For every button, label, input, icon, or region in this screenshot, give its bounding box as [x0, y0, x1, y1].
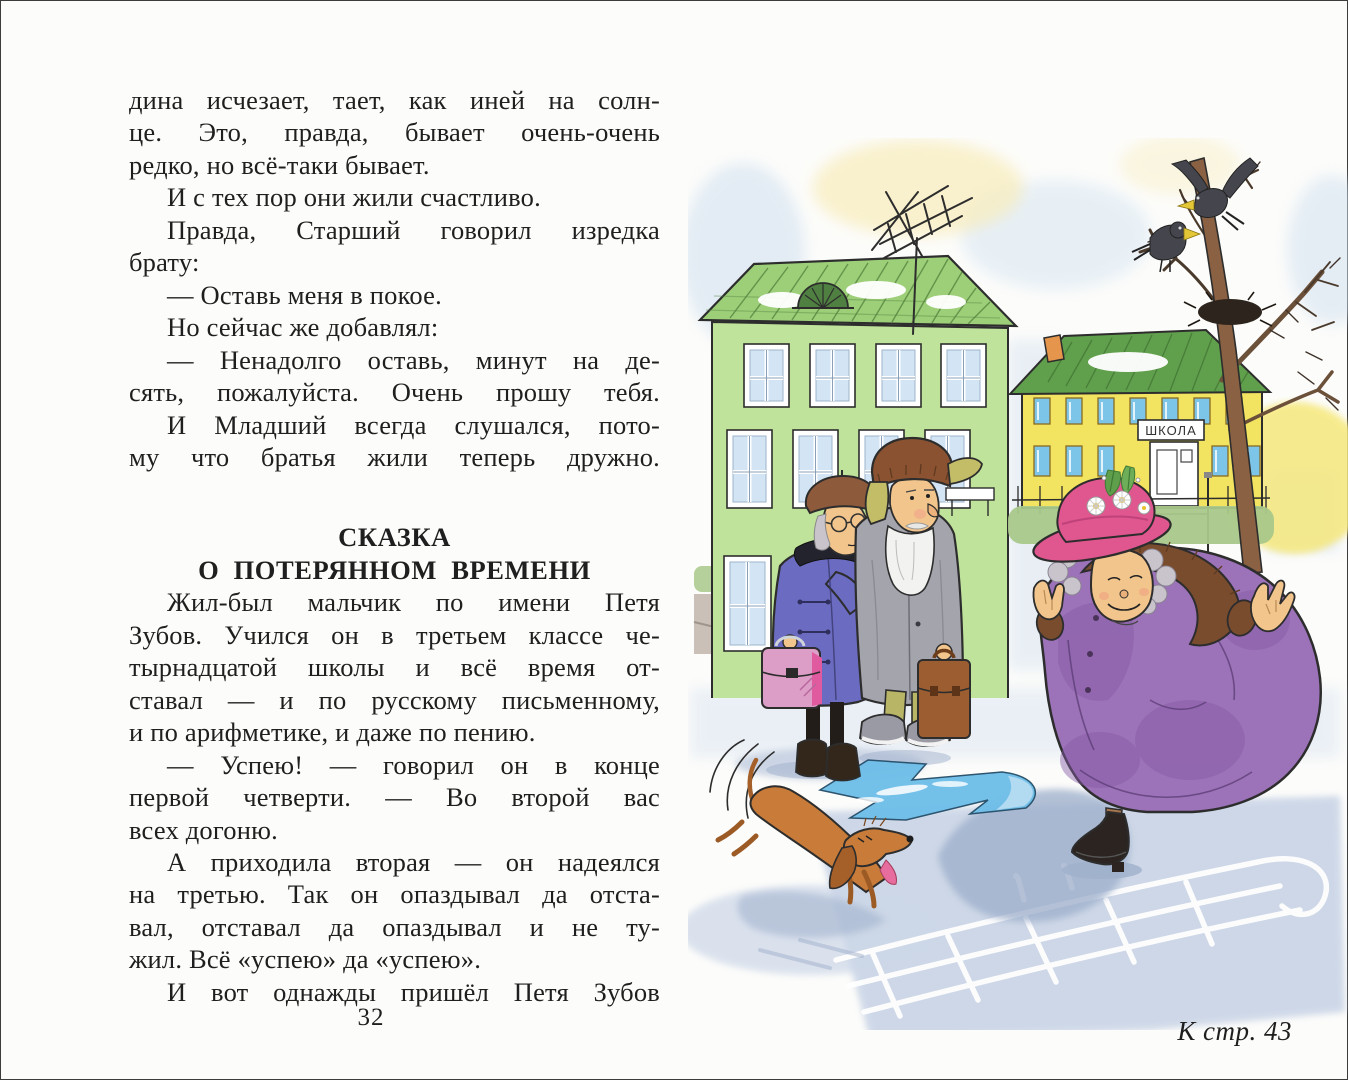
story-text-line: И вот однажды пришёл Петя Зубов [167, 976, 660, 1007]
illustration [688, 138, 1348, 1030]
story-text-line: И Младший всегда слушался, пото- [167, 409, 660, 440]
story-text-line: Но сейчас же добавлял: [167, 312, 439, 343]
cloud-yellow [813, 140, 1023, 236]
story-text-line: и по арифметике, и даже по пению. [129, 717, 536, 748]
story-text-line: редко, но всё-таки бывает. [129, 149, 430, 180]
story-text-line: ставал — и по русскому письменному, [129, 684, 660, 715]
illustration-caption: К стр. 43 [1177, 1016, 1292, 1046]
dog-nose [907, 836, 914, 843]
story-text-line: брату: [129, 247, 200, 278]
chimney [1044, 335, 1064, 362]
story-text-line: Жил-был мальчик по имени Петя [167, 587, 660, 618]
story-text-line: — Ненадолго оставь, минут на де- [167, 344, 660, 375]
school-sign [1138, 420, 1204, 440]
story-text-line: первой четверти. — Во второй вас [129, 782, 660, 813]
story-text-line: — Оставь меня в покое. [167, 279, 442, 310]
story-text-line: тырнадцатой школы и всё время от- [129, 652, 660, 683]
story-text-line: Правда, Старший говорил изредка [167, 214, 660, 245]
nest [1184, 292, 1276, 326]
story-text-line: вал, отставал да опаздывал и не ту- [129, 911, 660, 942]
story-heading-line: О ПОТЕРЯННОМ ВРЕМЕНИ [198, 554, 591, 585]
story-text-line: дина исчезает, тает, как иней на солн- [129, 85, 660, 115]
hat-daisy [1087, 497, 1105, 515]
story-text-line: А приходила вторая — он надеялся [167, 846, 660, 877]
story-heading-line: СКАЗКА [338, 522, 451, 553]
old-woman-boot [826, 744, 860, 781]
story-text-line: Зубов. Учился он в третьем классе че- [129, 619, 660, 650]
story-text-line: — Успею! — говорил он в конце [167, 749, 660, 780]
ushanka-earflap [866, 482, 889, 524]
lady-face [1091, 550, 1153, 622]
lower-window [724, 556, 771, 651]
story-text-line: всех догоню. [129, 814, 278, 845]
story-text [129, 84, 660, 1008]
school-sign-text: ШКОЛА [1145, 423, 1197, 438]
story-text-line: на третью. Так он опаздывал да отста- [129, 879, 660, 910]
story-text-line: И с тех пор они жили счастливо. [167, 182, 541, 213]
beard [886, 526, 934, 595]
story-text-line: це. Это, правда, бывает очень-очень [129, 117, 660, 148]
lady-hand [1033, 581, 1064, 620]
old-woman-boot [796, 740, 830, 777]
hat-daisy [1113, 491, 1131, 509]
page-number: 32 [357, 1004, 385, 1031]
story-text-line: му что братья жили теперь дружно. [129, 441, 660, 472]
story-text-line: сять, пожалуйста. Очень прошу тебя. [129, 377, 660, 408]
story-text-line: жил. Всё «успею» да «успею». [129, 944, 482, 975]
